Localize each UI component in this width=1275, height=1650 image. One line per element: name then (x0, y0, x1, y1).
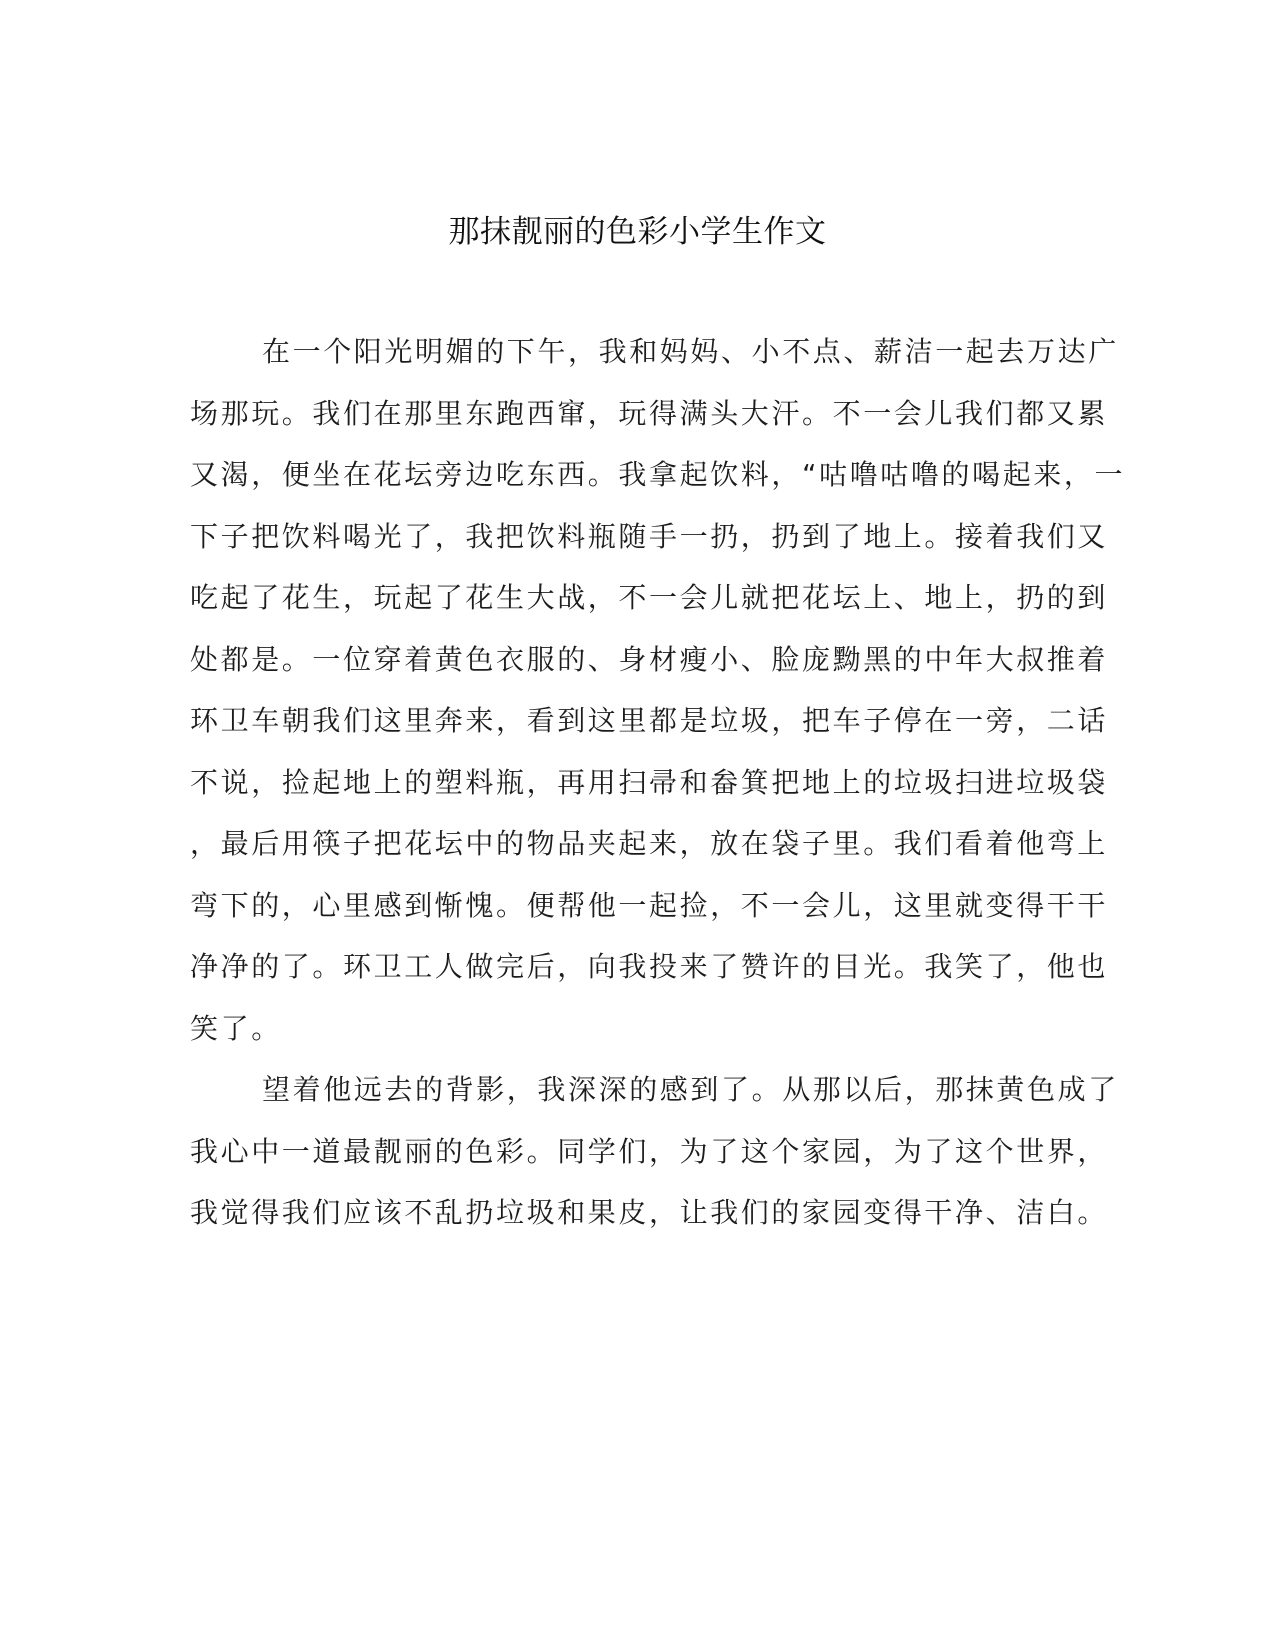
paragraph-line: 在一个阳光明媚的下午，我和妈妈、小不点、薪洁一起去万达广 (262, 335, 1119, 368)
paragraph-line: 环卫车朝我们这里奔来，看到这里都是垃圾，把车子停在一旁，二话 (190, 704, 1109, 737)
paragraph-line: 望着他远去的背影，我深深的感到了。从那以后，那抹黄色成了 (262, 1073, 1119, 1106)
paragraph-line: 下子把饮料喝光了，我把饮料瓶随手一扔，扔到了地上。接着我们又 (190, 519, 1109, 553)
paragraph-line: 又渴，便坐在花坛旁边吃东西。我拿起饮料，“咕噜咕噜的喝起来，一 (190, 458, 1126, 491)
paragraph-2 (190, 1070, 1119, 1255)
paragraph-line: 不说，捡起地上的塑料瓶，再用扫帚和畚箕把地上的垃圾扫进垃圾袋 (190, 765, 1109, 799)
paragraph-line: 处都是。一位穿着黄色衣服的、身材瘦小、脸庞黝黑的中年大叔推着 (190, 642, 1109, 676)
paragraph-line: 我觉得我们应该不乱扔垃圾和果皮，让我们的家园变得干净、洁白。 (190, 1196, 1109, 1229)
paragraph-1 (190, 332, 1126, 1070)
paragraph-line: 笑了。 (190, 1011, 282, 1045)
paragraph-line: 吃起了花生，玩起了花生大战，不一会儿就把花坛上、地上，扔的到 (190, 581, 1109, 614)
document-body (190, 332, 1126, 1255)
paragraph-line: 场那玩。我们在那里东跑西窜，玩得满头大汗。不一会儿我们都又累 (190, 396, 1109, 430)
paragraph-line: 我心中一道最靓丽的色彩。同学们，为了这个家园，为了这个世界， (190, 1134, 1109, 1168)
paragraph-line: 净净的了。环卫工人做完后，向我投来了赞许的目光。我笑了，他也 (190, 950, 1109, 983)
document-title: 那抹靓丽的色彩小学生作文 (448, 214, 827, 250)
paragraph-line: 弯下的，心里感到惭愧。便帮他一起捡，不一会儿，这里就变得干干 (190, 888, 1109, 922)
paragraph-line: ，最后用筷子把花坛中的物品夹起来，放在袋子里。我们看着他弯上 (190, 827, 1109, 860)
